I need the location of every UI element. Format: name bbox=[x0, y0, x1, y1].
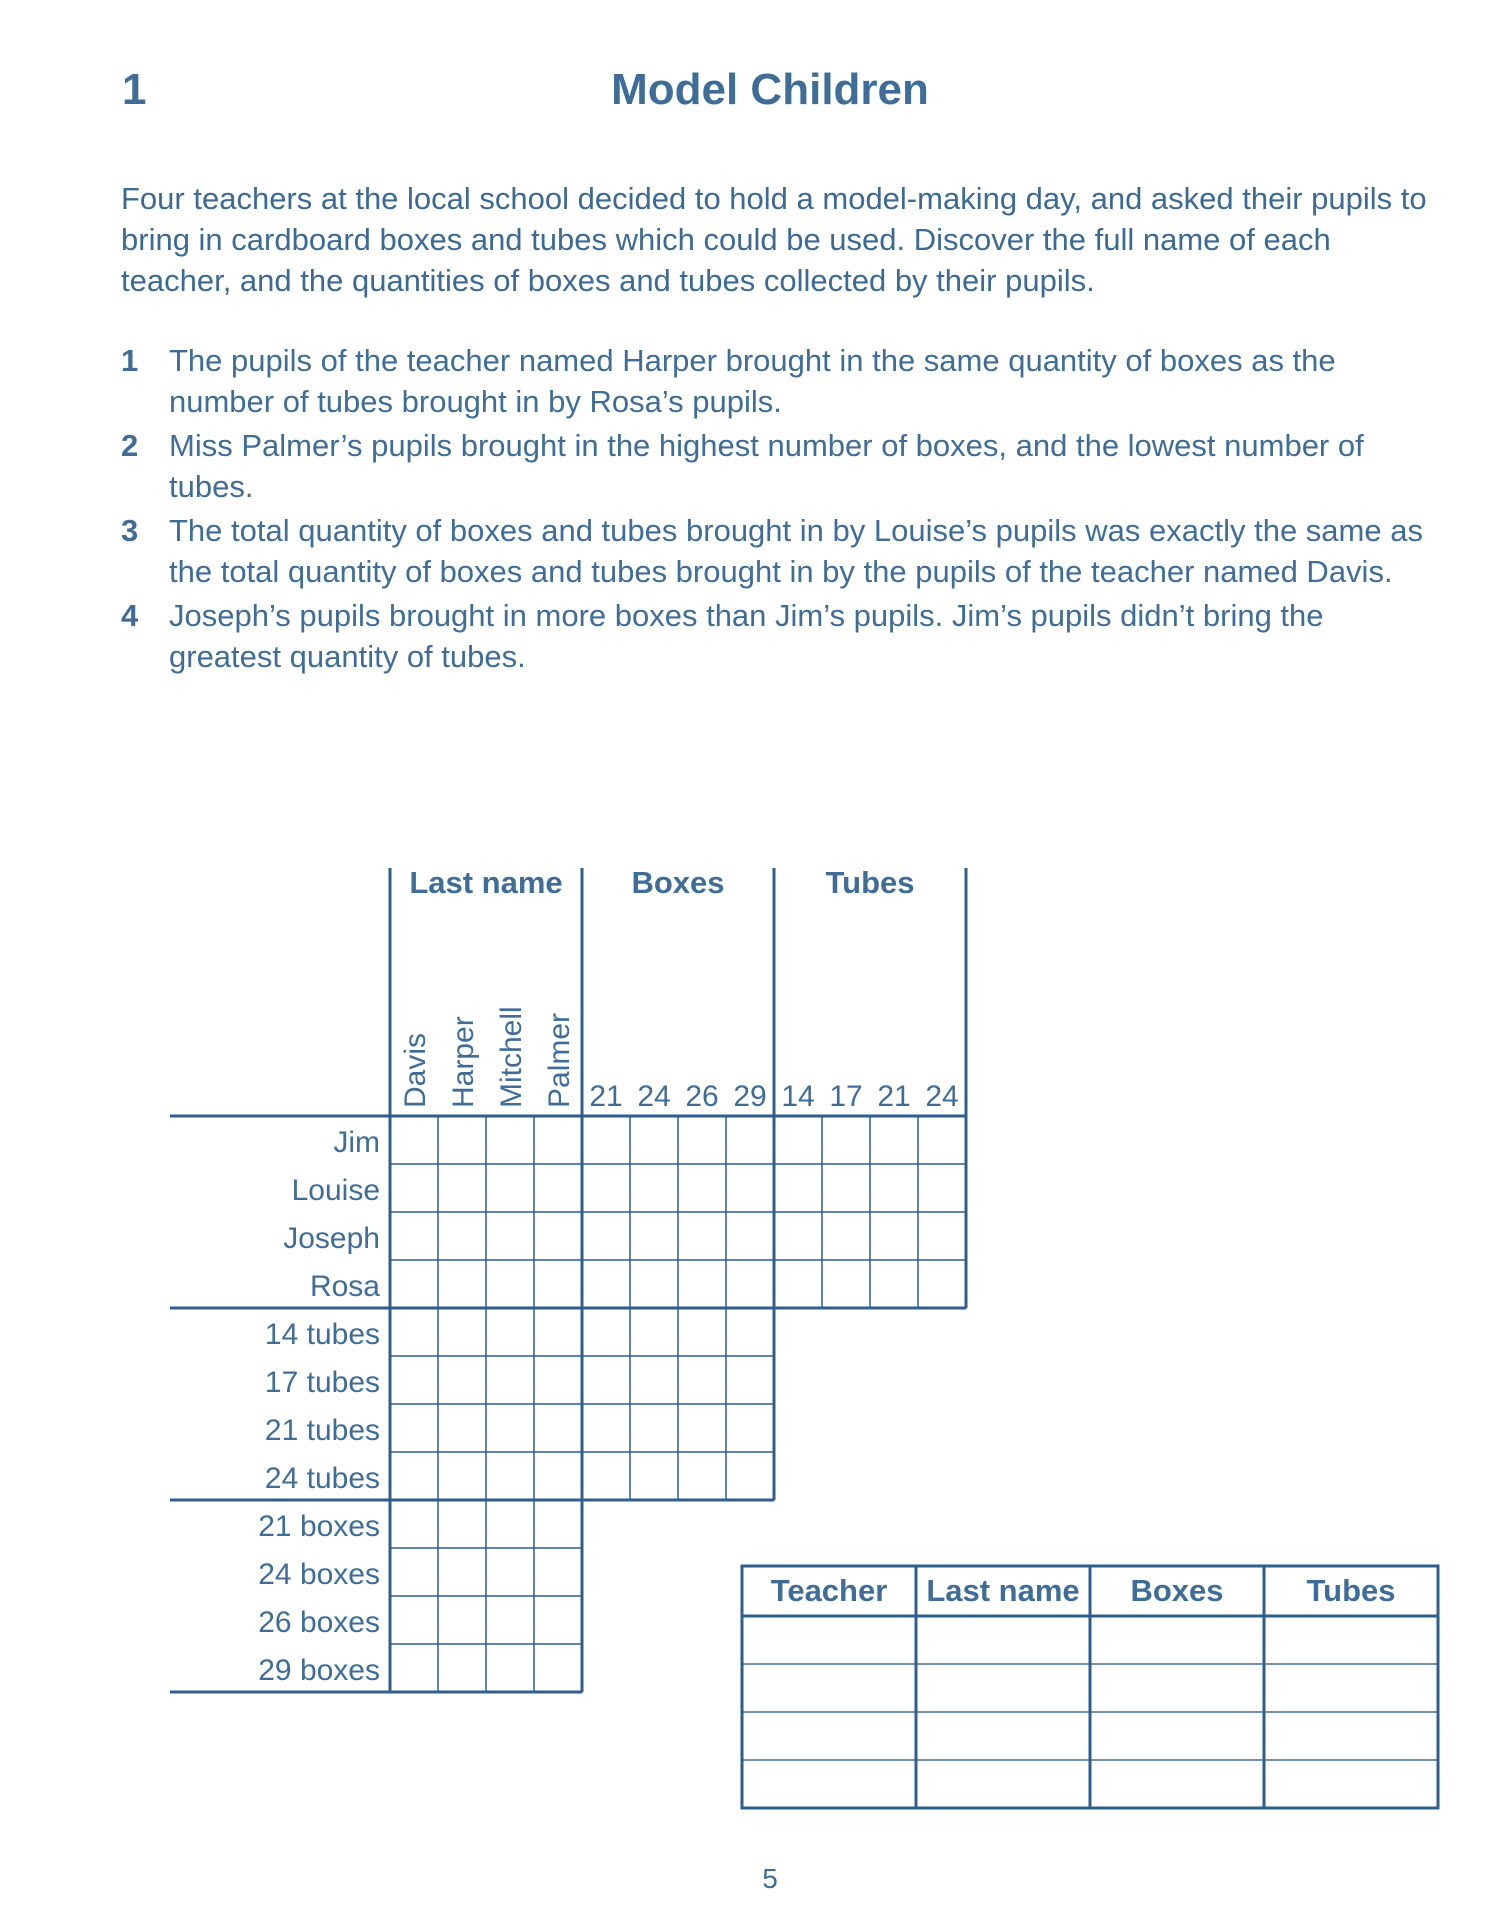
column-label: 24 bbox=[637, 1080, 671, 1113]
table-header: Boxes bbox=[1130, 1573, 1224, 1608]
table-cell[interactable] bbox=[742, 1616, 916, 1664]
table-cell[interactable] bbox=[1090, 1712, 1264, 1760]
row-label: 26 boxes bbox=[258, 1606, 380, 1639]
column-label: Palmer bbox=[543, 1012, 576, 1108]
clue-text: Miss Palmer’s pupils brought in the highest number of boxes, and the lowest number of tubes. bbox=[169, 428, 1364, 504]
page-title: Model Children bbox=[611, 65, 929, 114]
clue-number: 2 bbox=[121, 428, 139, 463]
row-label: Joseph bbox=[283, 1222, 380, 1255]
row-label: 14 tubes bbox=[264, 1318, 380, 1351]
table-cell[interactable] bbox=[916, 1664, 1090, 1712]
column-label: 17 bbox=[829, 1080, 863, 1113]
row-label: 21 boxes bbox=[258, 1510, 380, 1543]
table-cell[interactable] bbox=[742, 1760, 916, 1808]
clue-number: 3 bbox=[121, 513, 139, 548]
column-label: 29 bbox=[733, 1080, 767, 1113]
table-cell[interactable] bbox=[1090, 1616, 1264, 1664]
intro-paragraph: Four teachers at the local school decided to hold a model-making day, and asked their pupils to bring in cardboard boxes and tubes which could be used. Discover the full name of each teacher, and the quantities of boxes and tubes collected by their pupils. bbox=[121, 181, 1427, 298]
clue-text: The total quantity of boxes and tubes brought in by Louise’s pupils was exactly the same as the total quantity of boxes and tubes brought in by the pupils of the teacher named Davis. bbox=[169, 513, 1423, 589]
table-cell[interactable] bbox=[1264, 1760, 1438, 1808]
page-number: 5 bbox=[762, 1863, 778, 1894]
column-group-title: Last name bbox=[409, 865, 563, 900]
table-cell[interactable] bbox=[916, 1760, 1090, 1808]
table-cell[interactable] bbox=[916, 1712, 1090, 1760]
row-label: 29 boxes bbox=[258, 1654, 380, 1687]
column-label: Harper bbox=[447, 1016, 480, 1108]
row-label: 24 tubes bbox=[264, 1462, 380, 1495]
row-label: 17 tubes bbox=[264, 1366, 380, 1399]
table-cell[interactable] bbox=[1090, 1760, 1264, 1808]
row-label: 21 tubes bbox=[264, 1414, 380, 1447]
table-cell[interactable] bbox=[1264, 1616, 1438, 1664]
column-label: 21 bbox=[877, 1080, 911, 1113]
table-cell[interactable] bbox=[1264, 1712, 1438, 1760]
column-group-title: Tubes bbox=[825, 865, 915, 900]
table-cell[interactable] bbox=[742, 1712, 916, 1760]
column-label: 26 bbox=[685, 1080, 719, 1113]
table-cell[interactable] bbox=[742, 1664, 916, 1712]
column-group-title: Boxes bbox=[631, 865, 725, 900]
table-header: Teacher bbox=[770, 1573, 888, 1608]
column-label: Davis bbox=[399, 1032, 432, 1108]
row-label: 24 boxes bbox=[258, 1558, 380, 1591]
table-header: Tubes bbox=[1306, 1573, 1396, 1608]
row-label: Louise bbox=[291, 1174, 380, 1207]
clue-text: Joseph’s pupils brought in more boxes than Jim’s pupils. Jim’s pupils didn’t bring the greatest quantity of tubes. bbox=[169, 598, 1324, 674]
row-label: Rosa bbox=[309, 1270, 380, 1303]
column-label: 24 bbox=[925, 1080, 959, 1113]
table-cell[interactable] bbox=[916, 1616, 1090, 1664]
column-label: 21 bbox=[589, 1080, 623, 1113]
table-header: Last name bbox=[926, 1573, 1080, 1608]
table-cell[interactable] bbox=[1090, 1664, 1264, 1712]
clue-number: 1 bbox=[121, 343, 139, 378]
column-label: 14 bbox=[781, 1080, 815, 1113]
row-label: Jim bbox=[333, 1126, 380, 1159]
column-label: Mitchell bbox=[495, 1006, 528, 1108]
clue-number: 4 bbox=[121, 598, 139, 633]
clue-text: The pupils of the teacher named Harper brought in the same quantity of boxes as the number of tubes brought in by Rosa’s pupils. bbox=[169, 343, 1336, 419]
puzzle-number: 1 bbox=[122, 65, 147, 114]
table-cell[interactable] bbox=[1264, 1664, 1438, 1712]
